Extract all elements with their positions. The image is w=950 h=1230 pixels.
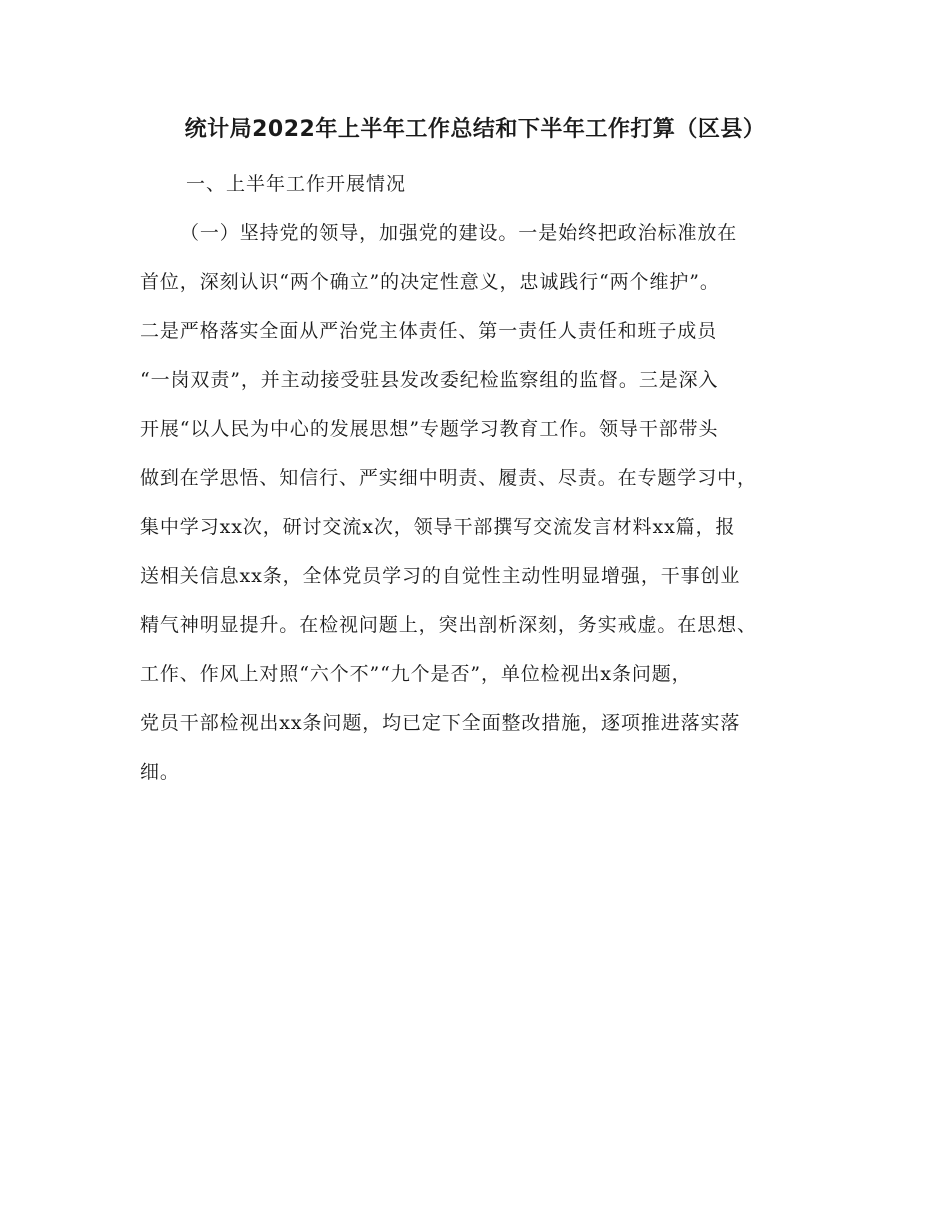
paragraph-line: 首位，深刻认识“两个确立”的决定性意义，忠诚践行“两个维护”。 [140, 271, 720, 293]
paragraph-line: 送相关信息xx条，全体党员学习的自觉性主动性明显增强，干事创业 [140, 565, 741, 587]
paragraph [140, 215, 812, 803]
document-title: 统计局2022年上半年工作总结和下半年工作打算（区县） [184, 117, 766, 142]
paragraph-line: “一岗双责”，并主动接受驻县发改委纪检监察组的监督。三是深入 [140, 369, 719, 391]
paragraph-line: 细。 [140, 761, 180, 783]
paragraph-line: 开展“以人民为中心的发展思想”专题学习教育工作。领导干部带头 [140, 418, 719, 440]
section-heading: 一、上半年工作开展情况 [186, 173, 407, 195]
paragraph-line: 党员干部检视出xx条问题，均已定下全面整改措施，逐项推进落实落 [140, 712, 741, 734]
paragraph-line: 工作、作风上对照“六个不”“九个是否”，单位检视出x条问题， [140, 663, 692, 685]
paragraph-line: （一）坚持党的领导，加强党的建设。一是始终把政治标准放在 [180, 222, 738, 244]
paragraph-line: 集中学习xx次，研讨交流x次，领导干部撰写交流发言材料xx篇，报 [140, 516, 736, 538]
paragraph-line: 做到在学思悟、知信行、严实细中明责、履责、尽责。在专题学习中， [140, 467, 757, 489]
paragraph-line: 二是严格落实全面从严治党主体责任、第一责任人责任和班子成员 [140, 320, 718, 342]
paragraph-line: 精气神明显提升。在检视问题上，突出剖析深刻，务实戒虚。在思想、 [140, 614, 757, 636]
